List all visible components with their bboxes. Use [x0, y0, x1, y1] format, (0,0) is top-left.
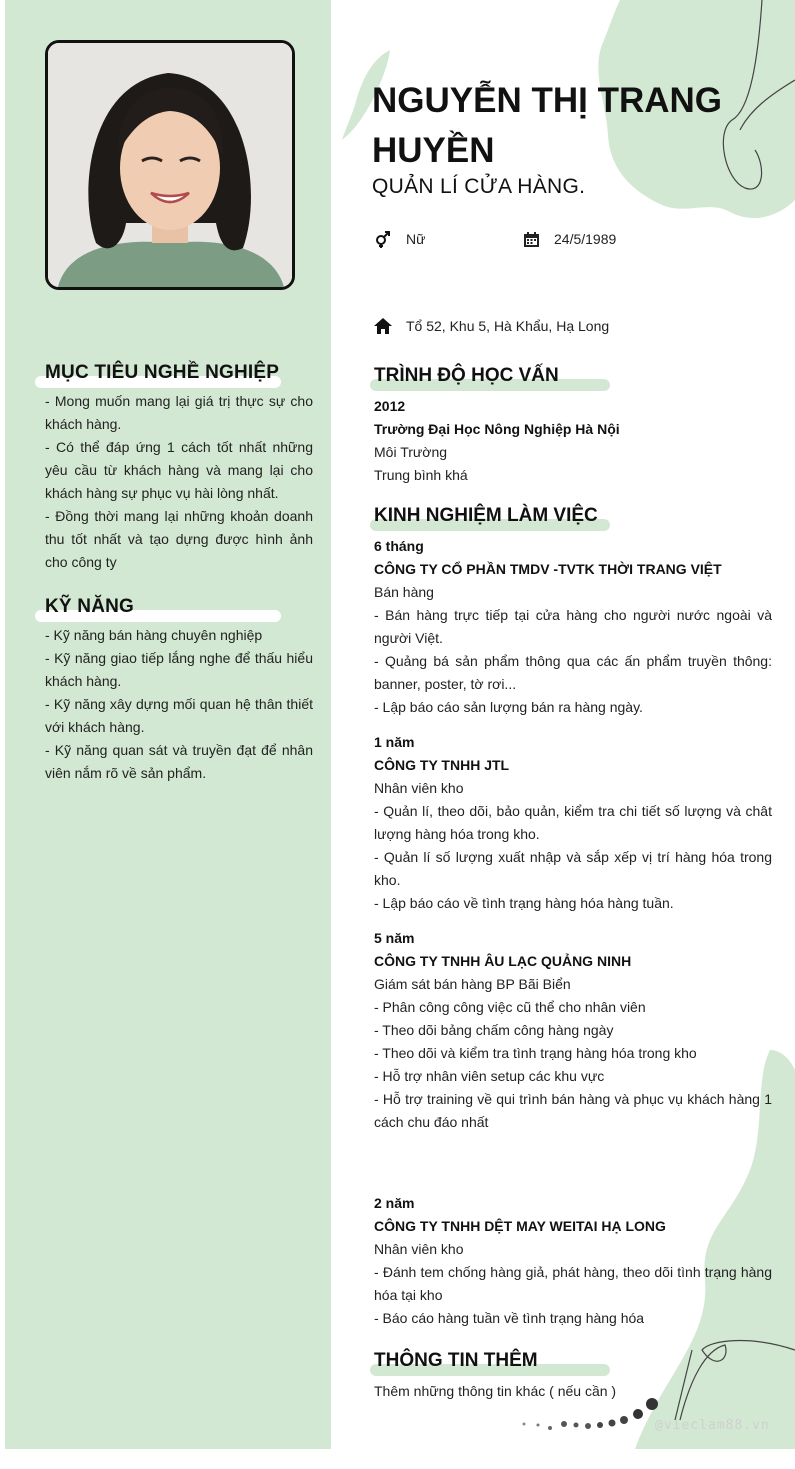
birthday-value: 24/5/1989 — [554, 231, 617, 247]
job-position: Nhân viên kho — [374, 1241, 464, 1257]
experience-item — [374, 731, 772, 915]
career-goal-item: - Mong muốn mang lại giá trị thực sự cho khách hàng. — [45, 393, 313, 432]
education-school: Trường Đại Học Nông Nghiệp Hà Nội — [374, 421, 620, 437]
gender-icon — [372, 229, 394, 249]
extra-info-text: Thêm những thông tin khác ( nếu cần ) — [374, 1383, 617, 1399]
job-task: - Quản lí số lượng xuất nhập và sắp xếp vị trí hàng hóa trong kho. — [374, 849, 772, 888]
job-period: 1 năm — [374, 734, 415, 750]
watermark: @vieclam88.vn — [655, 1418, 770, 1433]
career-goal-section — [45, 362, 313, 574]
job-company: CÔNG TY TNHH ÂU LẠC QUẢNG NINH — [374, 953, 632, 969]
job-period: 2 năm — [374, 1195, 415, 1211]
gender-value: Nữ — [406, 231, 426, 247]
candidate-name: NGUYỄN THỊ TRANG HUYỀN — [372, 81, 722, 170]
skill-item: - Kỹ năng bán hàng chuyên nghiệp — [45, 627, 263, 643]
calendar-icon — [520, 229, 542, 249]
job-company: CÔNG TY TNHH JTL — [374, 757, 510, 773]
skill-item: - Kỹ năng xây dựng mối quan hệ thân thiết với khách hàng. — [45, 696, 313, 735]
skill-item: - Kỹ năng quan sát và truyền đạt để nhân viên nắm rõ về sản phẩm. — [45, 742, 313, 781]
career-goal-item: - Có thể đáp ứng 1 cách tốt nhất những yêu cầu từ khách hàng và mang lại cho khách hàng sự phục vụ hài lòng nhất. — [45, 439, 313, 501]
job-task: - Đánh tem chống hàng giả, phát hàng, theo dõi tình trạng hàng hóa tại kho — [374, 1264, 772, 1303]
job-task: - Lập báo cáo về tình trạng hàng hóa hàng tuần. — [374, 895, 674, 911]
job-task: - Quảng bá sản phẩm thông qua các ấn phẩm truyền thông: banner, poster, tờ rơi... — [374, 653, 772, 692]
address-info — [372, 316, 609, 336]
job-task: - Hỗ trợ training về qui trình bán hàng và phục vụ khách hàng 1 cách chu đáo nhất — [374, 1091, 772, 1130]
career-goal-title: MỤC TIÊU NGHỀ NGHIỆP — [45, 362, 313, 384]
extra-info-title: THÔNG TIN THÊM — [374, 1350, 772, 1372]
experience-item — [374, 1192, 772, 1330]
address-value: Tổ 52, Khu 5, Hà Khẩu, Hạ Long — [406, 318, 610, 334]
job-task: - Phân công công việc cũ thể cho nhân viên — [374, 999, 646, 1015]
job-company: CÔNG TY CỔ PHẦN TMDV -TVTK THỜI TRANG VIỆT — [374, 561, 722, 577]
job-company: CÔNG TY TNHH DỆT MAY WEITAI HẠ LONG — [374, 1218, 666, 1234]
education-grade: Trung bình khá — [374, 467, 468, 483]
experience-item — [374, 927, 772, 1134]
job-task: - Bán hàng trực tiếp tại cửa hàng cho người nước ngoài và người Việt. — [374, 607, 772, 646]
extra-info-section — [374, 1350, 772, 1403]
profile-photo — [45, 40, 295, 290]
job-position: Giám sát bán hàng BP Bãi Biển — [374, 976, 571, 992]
education-year: 2012 — [374, 398, 406, 414]
education-section — [374, 365, 772, 487]
education-entry — [374, 395, 772, 487]
gender-info — [372, 229, 425, 249]
job-task: - Theo dõi và kiểm tra tình trạng hàng hóa trong kho — [374, 1045, 697, 1061]
job-task: - Theo dõi bảng chấm công hàng ngày — [374, 1022, 614, 1038]
education-major: Môi Trường — [374, 444, 448, 460]
job-task: - Hỗ trợ nhân viên setup các khu vực — [374, 1068, 605, 1084]
birthday-info — [520, 229, 616, 249]
job-task: - Quản lí, theo dõi, bảo quản, kiểm tra chi tiết số lượng và chât lượng hàng hóa trong kho. — [374, 803, 772, 842]
skills-body — [45, 624, 313, 785]
career-goal-item: - Đồng thời mang lại những khoản doanh thu tốt nhất và tạo dựng được hình ảnh cho công ty — [45, 508, 313, 570]
education-title: TRÌNH ĐỘ HỌC VẤN — [374, 365, 772, 387]
skills-title: KỸ NĂNG — [45, 596, 313, 618]
experience-section — [374, 505, 772, 1330]
experience-item — [374, 535, 772, 719]
experience-title: KINH NGHIỆM LÀM VIỆC — [374, 505, 772, 527]
job-period: 6 tháng — [374, 538, 424, 554]
job-period: 5 năm — [374, 930, 415, 946]
job-position: Bán hàng — [374, 584, 434, 600]
skills-section — [45, 596, 313, 785]
job-position: Nhân viên kho — [374, 780, 464, 796]
skill-item: - Kỹ năng giao tiếp lắng nghe để thấu hiểu khách hàng. — [45, 650, 313, 689]
career-goal-body — [45, 390, 313, 574]
job-title: QUẢN LÍ CỬA HÀNG. — [372, 175, 586, 198]
job-task: - Lập báo cáo sản lượng bán ra hàng ngày. — [374, 699, 643, 715]
job-task: - Báo cáo hàng tuần về tình trạng hàng hóa — [374, 1310, 645, 1326]
home-icon — [372, 316, 394, 336]
